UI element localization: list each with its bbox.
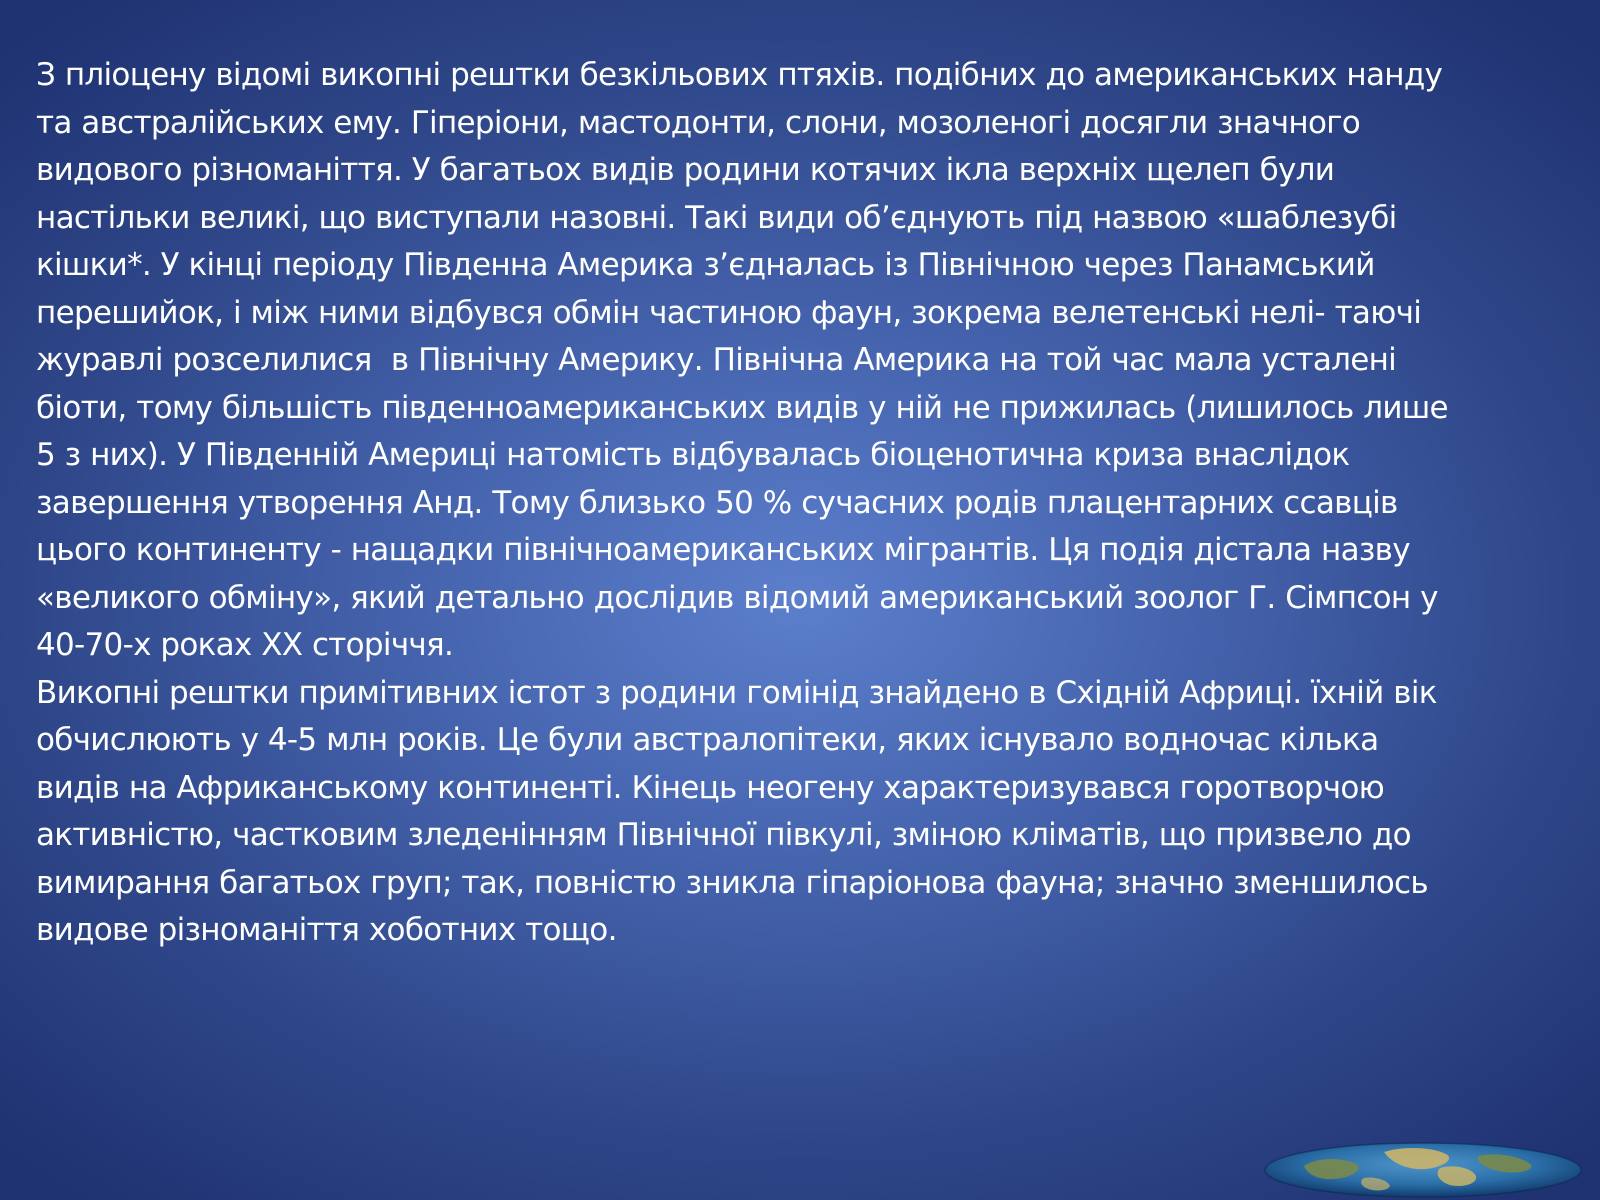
text-line: кішки*. У кінці періоду Південна Америка з’єдналась із Північною через Панамський	[36, 247, 1375, 283]
text-line: З пліоцену відомі викопні рештки безкільових птяхів. подібних до американських нанду	[36, 57, 1443, 93]
text-line: цього континенту - нащадки північноамериканських мігрантів. Ця подія дістала назву	[36, 532, 1410, 568]
text-line: вимирання багатьох груп; так, повністю зникла гіпаріонова фауна; значно зменшилось	[36, 864, 1428, 901]
text-line: журавлі розселилися в Північну Америку. Північна Америка на той час мала усталені	[36, 342, 1397, 378]
slide-body-text	[36, 52, 1566, 955]
text-line: та австралійських ему. Гіперіони, мастодонти, слони, мозоленогі досягли значного	[36, 104, 1361, 141]
text-line: обчислюють у 4-5 млн років. Це були австралопітеки, яких існувало водночас кілька	[36, 722, 1379, 758]
text-line: видове різноманіття хоботних тощо.	[36, 912, 617, 948]
text-line: перешийок, і між ними відбувся обмін частиною фаун, зокрема велетенські нелі- таючі	[36, 294, 1422, 331]
globe-map-icon	[1264, 1138, 1582, 1198]
text-line: 5 з них). У Південній Америці натомість відбувалась біоценотична криза внаслідок	[36, 437, 1350, 473]
text-line: настільки великі, що виступали назовні. Такі види об’єднують під назвою «шаблезубі	[36, 199, 1397, 236]
text-line: активністю, частковим зледенінням Північної півкулі, зміною кліматів, що призвело до	[36, 817, 1411, 853]
text-line: біоти, тому більшість південноамериканських видів у ній не прижилась (лишилось лише	[36, 389, 1448, 426]
text-line: завершення утворення Анд. Тому близько 50 % сучасних родів плацентарних ссавців	[36, 484, 1398, 521]
text-line: видового різноманіття. У багатьох видів родини котячих ікла верхніх щелеп були	[36, 152, 1335, 188]
text-line: 40-70-х роках XX сторіччя.	[36, 627, 454, 663]
text-line: видів на Африканському континенті. Кінець неогену характеризувався горотворчою	[36, 769, 1385, 806]
text-line: «великого обміну», який детально дослідив відомий американський зоолог Г. Сімпсон у	[36, 579, 1438, 616]
paragraph-pliocene-fauna	[36, 52, 1566, 670]
paragraph-hominids	[36, 670, 1566, 955]
text-line: Викопні рештки примітивних істот з родини гомінід знайдено в Східній Африці. їхній вік	[36, 674, 1437, 711]
